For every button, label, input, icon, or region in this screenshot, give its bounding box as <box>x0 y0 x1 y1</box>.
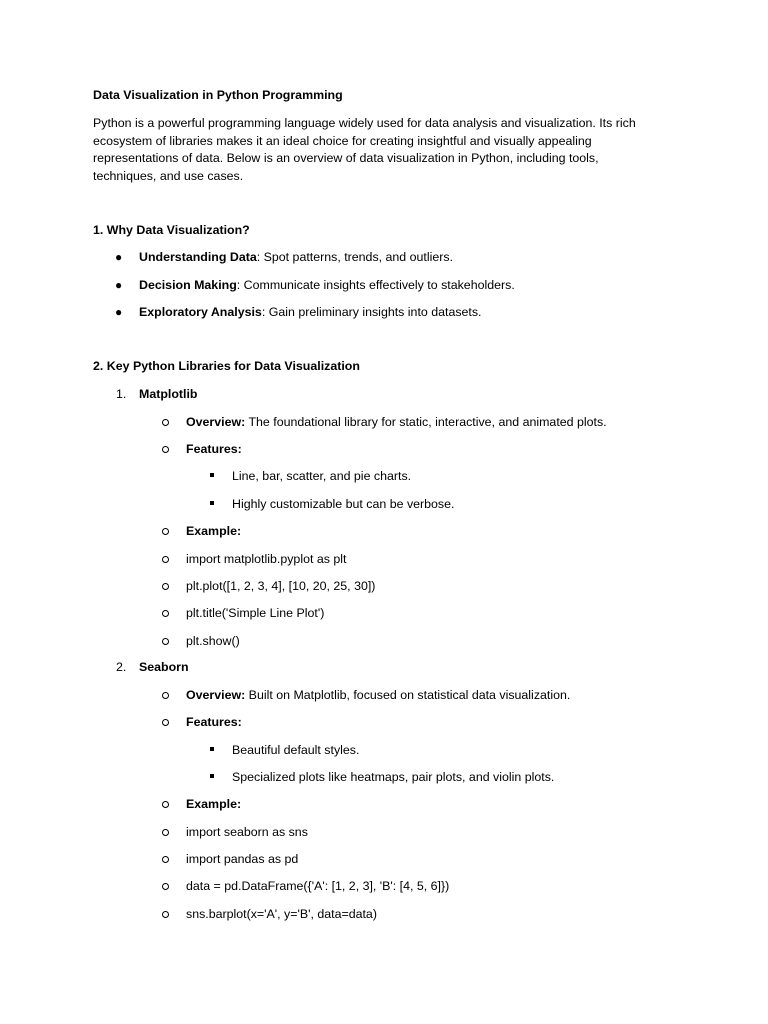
circle-bullet-icon <box>162 719 169 726</box>
feature-item: Beautiful default styles. <box>232 743 360 757</box>
list-number: 2. <box>116 660 127 674</box>
circle-bullet-icon <box>162 446 169 453</box>
bullet-icon: ● <box>115 278 123 292</box>
circle-bullet-icon <box>162 556 169 563</box>
example-label: Example: <box>186 524 242 538</box>
item-term: Exploratory Analysis <box>139 305 262 319</box>
feature-item: Line, bar, scatter, and pie charts. <box>232 469 412 483</box>
list-number: 1. <box>116 387 127 401</box>
list-item <box>139 276 515 294</box>
item-text: : Communicate insights effectively to stakeholders. <box>236 278 515 292</box>
example-label: Example: <box>186 797 242 811</box>
library-name-matplotlib: Matplotlib <box>139 387 198 401</box>
circle-bullet-icon <box>162 801 169 808</box>
circle-bullet-icon <box>162 419 169 426</box>
circle-bullet-icon <box>162 692 169 699</box>
library-name-seaborn: Seaborn <box>139 660 189 674</box>
features-label: Features: <box>186 442 242 456</box>
features-label: Features: <box>186 715 242 729</box>
code-line: plt.plot([1, 2, 3, 4], [10, 20, 25, 30]) <box>186 579 376 593</box>
intro-paragraph <box>93 115 683 185</box>
item-text: : Gain preliminary insights into datasets. <box>261 305 482 319</box>
code-line: import pandas as pd <box>186 852 299 866</box>
bullet-icon: ● <box>115 250 123 264</box>
code-line: data = pd.DataFrame({'A': [1, 2, 3], 'B': [4, 5, 6]}) <box>186 879 450 893</box>
circle-bullet-icon <box>162 610 169 617</box>
overview-term: Overview: <box>186 688 246 702</box>
document-title: Data Visualization in Python Programming <box>93 88 343 102</box>
overview-line <box>186 686 570 704</box>
overview-text: Built on Matplotlib, focused on statistical data visualization. <box>245 688 571 702</box>
overview-line <box>186 413 607 431</box>
circle-bullet-icon <box>162 856 169 863</box>
circle-bullet-icon <box>162 829 169 836</box>
square-bullet-icon <box>210 774 214 778</box>
section-heading-why: 1. Why Data Visualization? <box>93 223 250 237</box>
square-bullet-icon <box>210 747 214 751</box>
square-bullet-icon <box>210 473 214 477</box>
circle-bullet-icon <box>162 883 169 890</box>
item-text: : Spot patterns, trends, and outliers. <box>256 250 454 264</box>
bullet-icon: ● <box>115 305 123 319</box>
item-term: Understanding Data <box>139 250 257 264</box>
code-line: import seaborn as sns <box>186 825 308 839</box>
feature-item: Highly customizable but can be verbose. <box>232 497 455 511</box>
circle-bullet-icon <box>162 528 169 535</box>
intro-line: Python is a powerful programming language widely used for data analysis and visualization. Its rich <box>93 116 636 130</box>
intro-line: techniques, and use cases. <box>93 168 244 183</box>
list-item <box>139 303 482 321</box>
intro-line: representations of data. Below is an overview of data visualization in Python, including tools, <box>93 151 599 165</box>
overview-text: The foundational library for static, interactive, and animated plots. <box>245 415 607 429</box>
feature-item: Specialized plots like heatmaps, pair plots, and violin plots. <box>232 770 555 784</box>
circle-bullet-icon <box>162 638 169 645</box>
intro-line: ecosystem of libraries makes it an ideal choice for creating insightful and visually appealing <box>93 133 592 148</box>
code-line: import matplotlib.pyplot as plt <box>186 552 347 566</box>
section-heading-libraries: 2. Key Python Libraries for Data Visualization <box>93 359 360 373</box>
square-bullet-icon <box>210 501 214 505</box>
code-line: plt.title('Simple Line Plot') <box>186 606 325 620</box>
code-line: sns.barplot(x='A', y='B', data=data) <box>186 907 377 921</box>
code-line: plt.show() <box>186 634 240 648</box>
circle-bullet-icon <box>162 583 169 590</box>
overview-term: Overview: <box>186 415 246 429</box>
circle-bullet-icon <box>162 911 169 918</box>
list-item <box>139 248 453 266</box>
item-term: Decision Making <box>139 278 237 292</box>
